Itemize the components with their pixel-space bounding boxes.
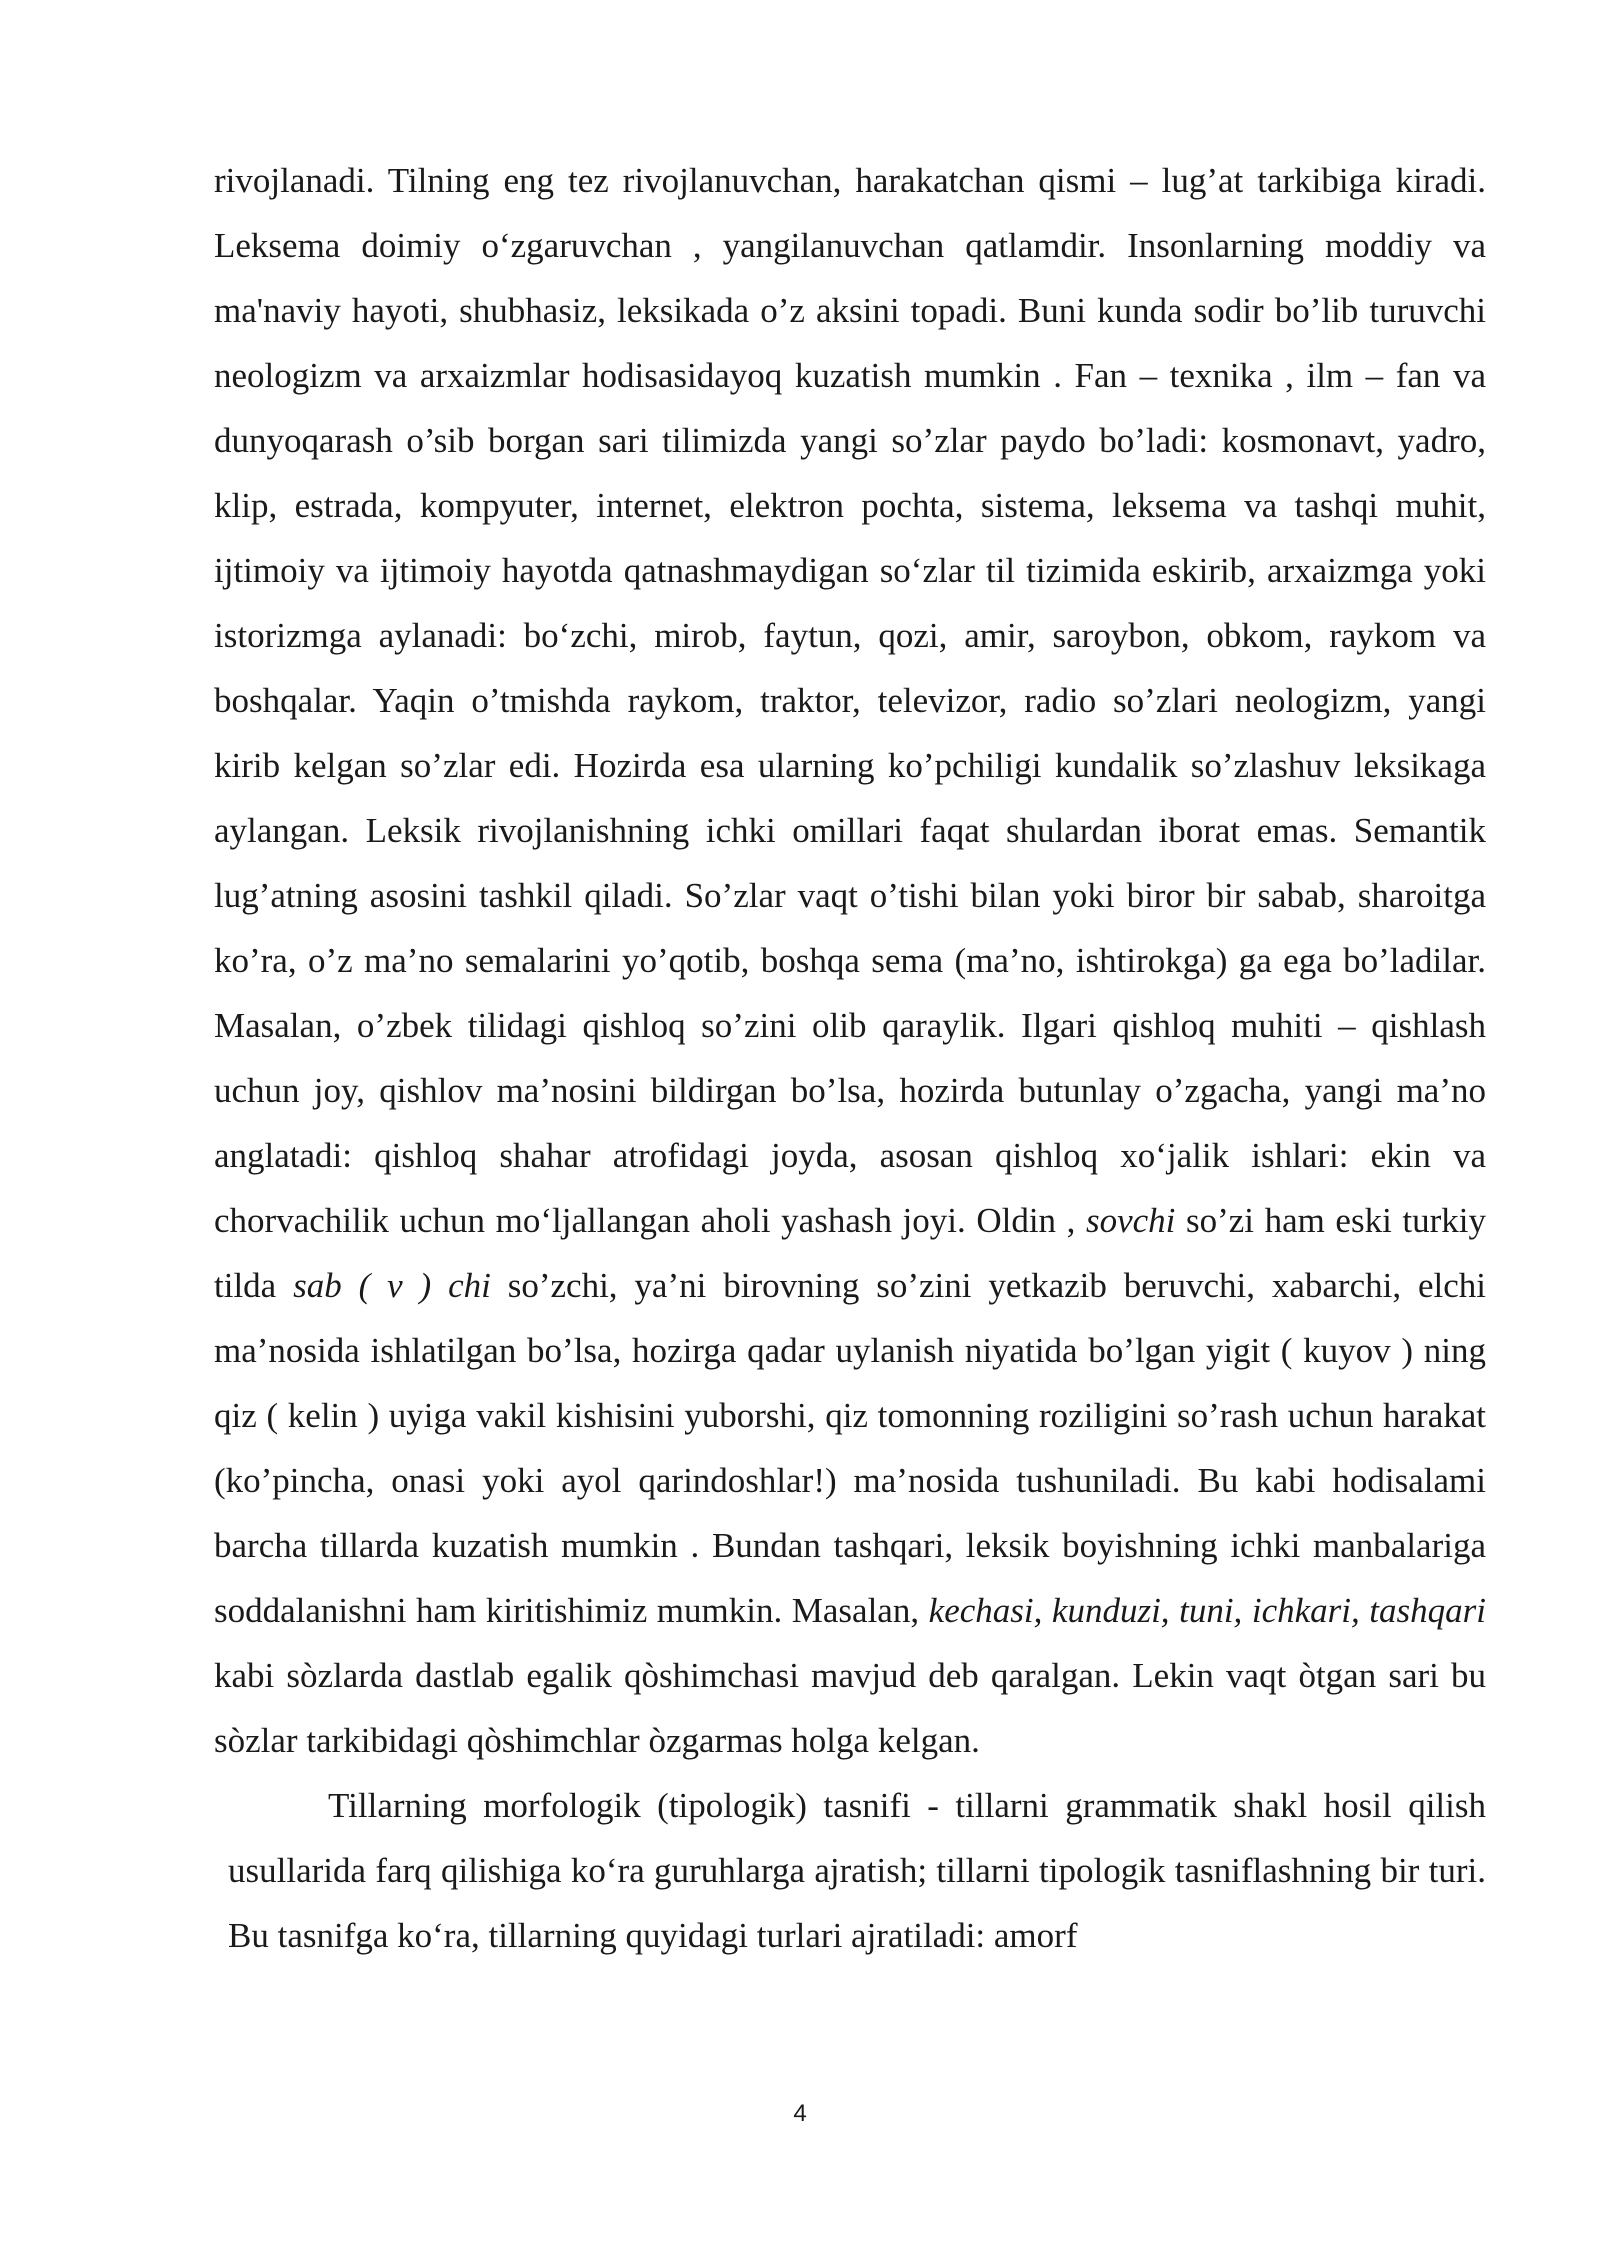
italic-term-list: kechasi, kunduzi, tuni, ichkari, tashqari [928, 1591, 1486, 1630]
paragraph-1-part-3: so’zchi, ya’ni birovning so’zini yetkazib beruvchi, xabarchi, elchi ma’nosida ishlatilgan bo’lsa, hozirga qadar uylanish niyatida bo’lgan yigit ( kuyov ) ning qiz ( kelin ) uyiga vakil kishisini yuborshi, qiz tomonning roziligini so’rash uchun harakat (ko’pincha, onasi yoki ayol qarindoshlar!) ma’nosida tushuniladi. Bu kabi hodisalami barcha tillarda kuzatish mumkin . Bundan tashqari, leksik boyishning ichki manbalariga soddalanishni ham kiritishimiz mumkin. Masalan, [214, 1266, 1486, 1630]
paragraph-1 [214, 148, 1486, 1773]
italic-term-sovchi: sovchi [1085, 1201, 1176, 1240]
paragraph-1-part-4: kabi sòzlarda dastlab egalik qòshimchasi mavjud deb qaralgan. Lekin vaqt òtgan sari bu sòzlar tarkibidagi qòshimchlar òzgarmas holga kelgan. [214, 1656, 1486, 1760]
page-number: 4 [793, 2100, 807, 2127]
paragraph-1-part-2: so’zi ham eski turkiy tilda [214, 1201, 1486, 1305]
paragraph-2: Tillarning morfologik (tipologik) tasnifi - tillarni grammatik shakl hosil qilish usullarida farq qilishiga ko‘ra guruhlarga ajratish; tillarni tipologik tasniflashning bir turi. Bu tasnifga ko‘ra, tillarning quyidagi turlari ajratiladi: amorf [228, 1786, 1486, 1955]
italic-term-sabchi: sab ( v ) chi [293, 1266, 491, 1305]
paragraph-1-part-1: rivojlanadi. Tilning eng tez rivojlanuvchan, harakatchan qismi – lug’at tarkibiga kiradi. Leksema doimiy o‘zgaruvchan , yangilanuvchan qatlamdir. Insonlarning moddiy va ma'naviy hayoti, shubhasiz, leksikada o’z aksini topadi. Buni kunda sodir bo’lib turuvchi neologizm va arxaizmlar hodisasidayoq kuzatish mumkin . Fan – texnika , ilm – fan va dunyoqarash o’sib borgan sari tilimizda yangi so’zlar paydo bo’ladi: kosmonavt, yadro, klip, estrada, kompyuter, internet, elektron pochta, sistema, leksema va tashqi muhit, ijtimoiy va ijtimoiy hayotda qatnashmaydigan so‘zlar til tizimida eskirib, arxaizmga yoki istorizmga aylanadi: bo‘zchi, mirob, faytun, qozi, amir, saroybon, obkom, raykom va boshqalar. Yaqin o’tmishda raykom, traktor, televizor, radio so’zlari neologizm, yangi kirib kelgan so’zlar edi. Hozirda esa ularning ko’pchiligi kundalik so’zlashuv leksikaga aylangan. Leksik rivojlanishning ichki omillari faqat shulardan iborat emas. Semantik lug’atning asosini tashkil qiladi. So’zlar vaqt o’tishi bilan yoki biror bir sabab, sharoitga ko’ra, o’z ma’no semalarini yo’qotib, boshqa sema (ma’no, ishtirokga) ga ega bo’ladilar. Masalan, o’zbek tilidagi qishloq so’zini olib qaraylik. Ilgari qishloq muhiti – qishlash uchun joy, qishlov ma’nosini bildirgan bo’lsa, hozirda butunlay o’zgacha, yangi ma’no anglatadi: qishloq shahar atrofidagi joyda, asosan qishloq xo‘jalik ishlari: ekin va chorvachilik uchun mo‘ljallangan aholi yashash joyi. Oldin , [214, 161, 1486, 1240]
body-text [214, 148, 1486, 1968]
